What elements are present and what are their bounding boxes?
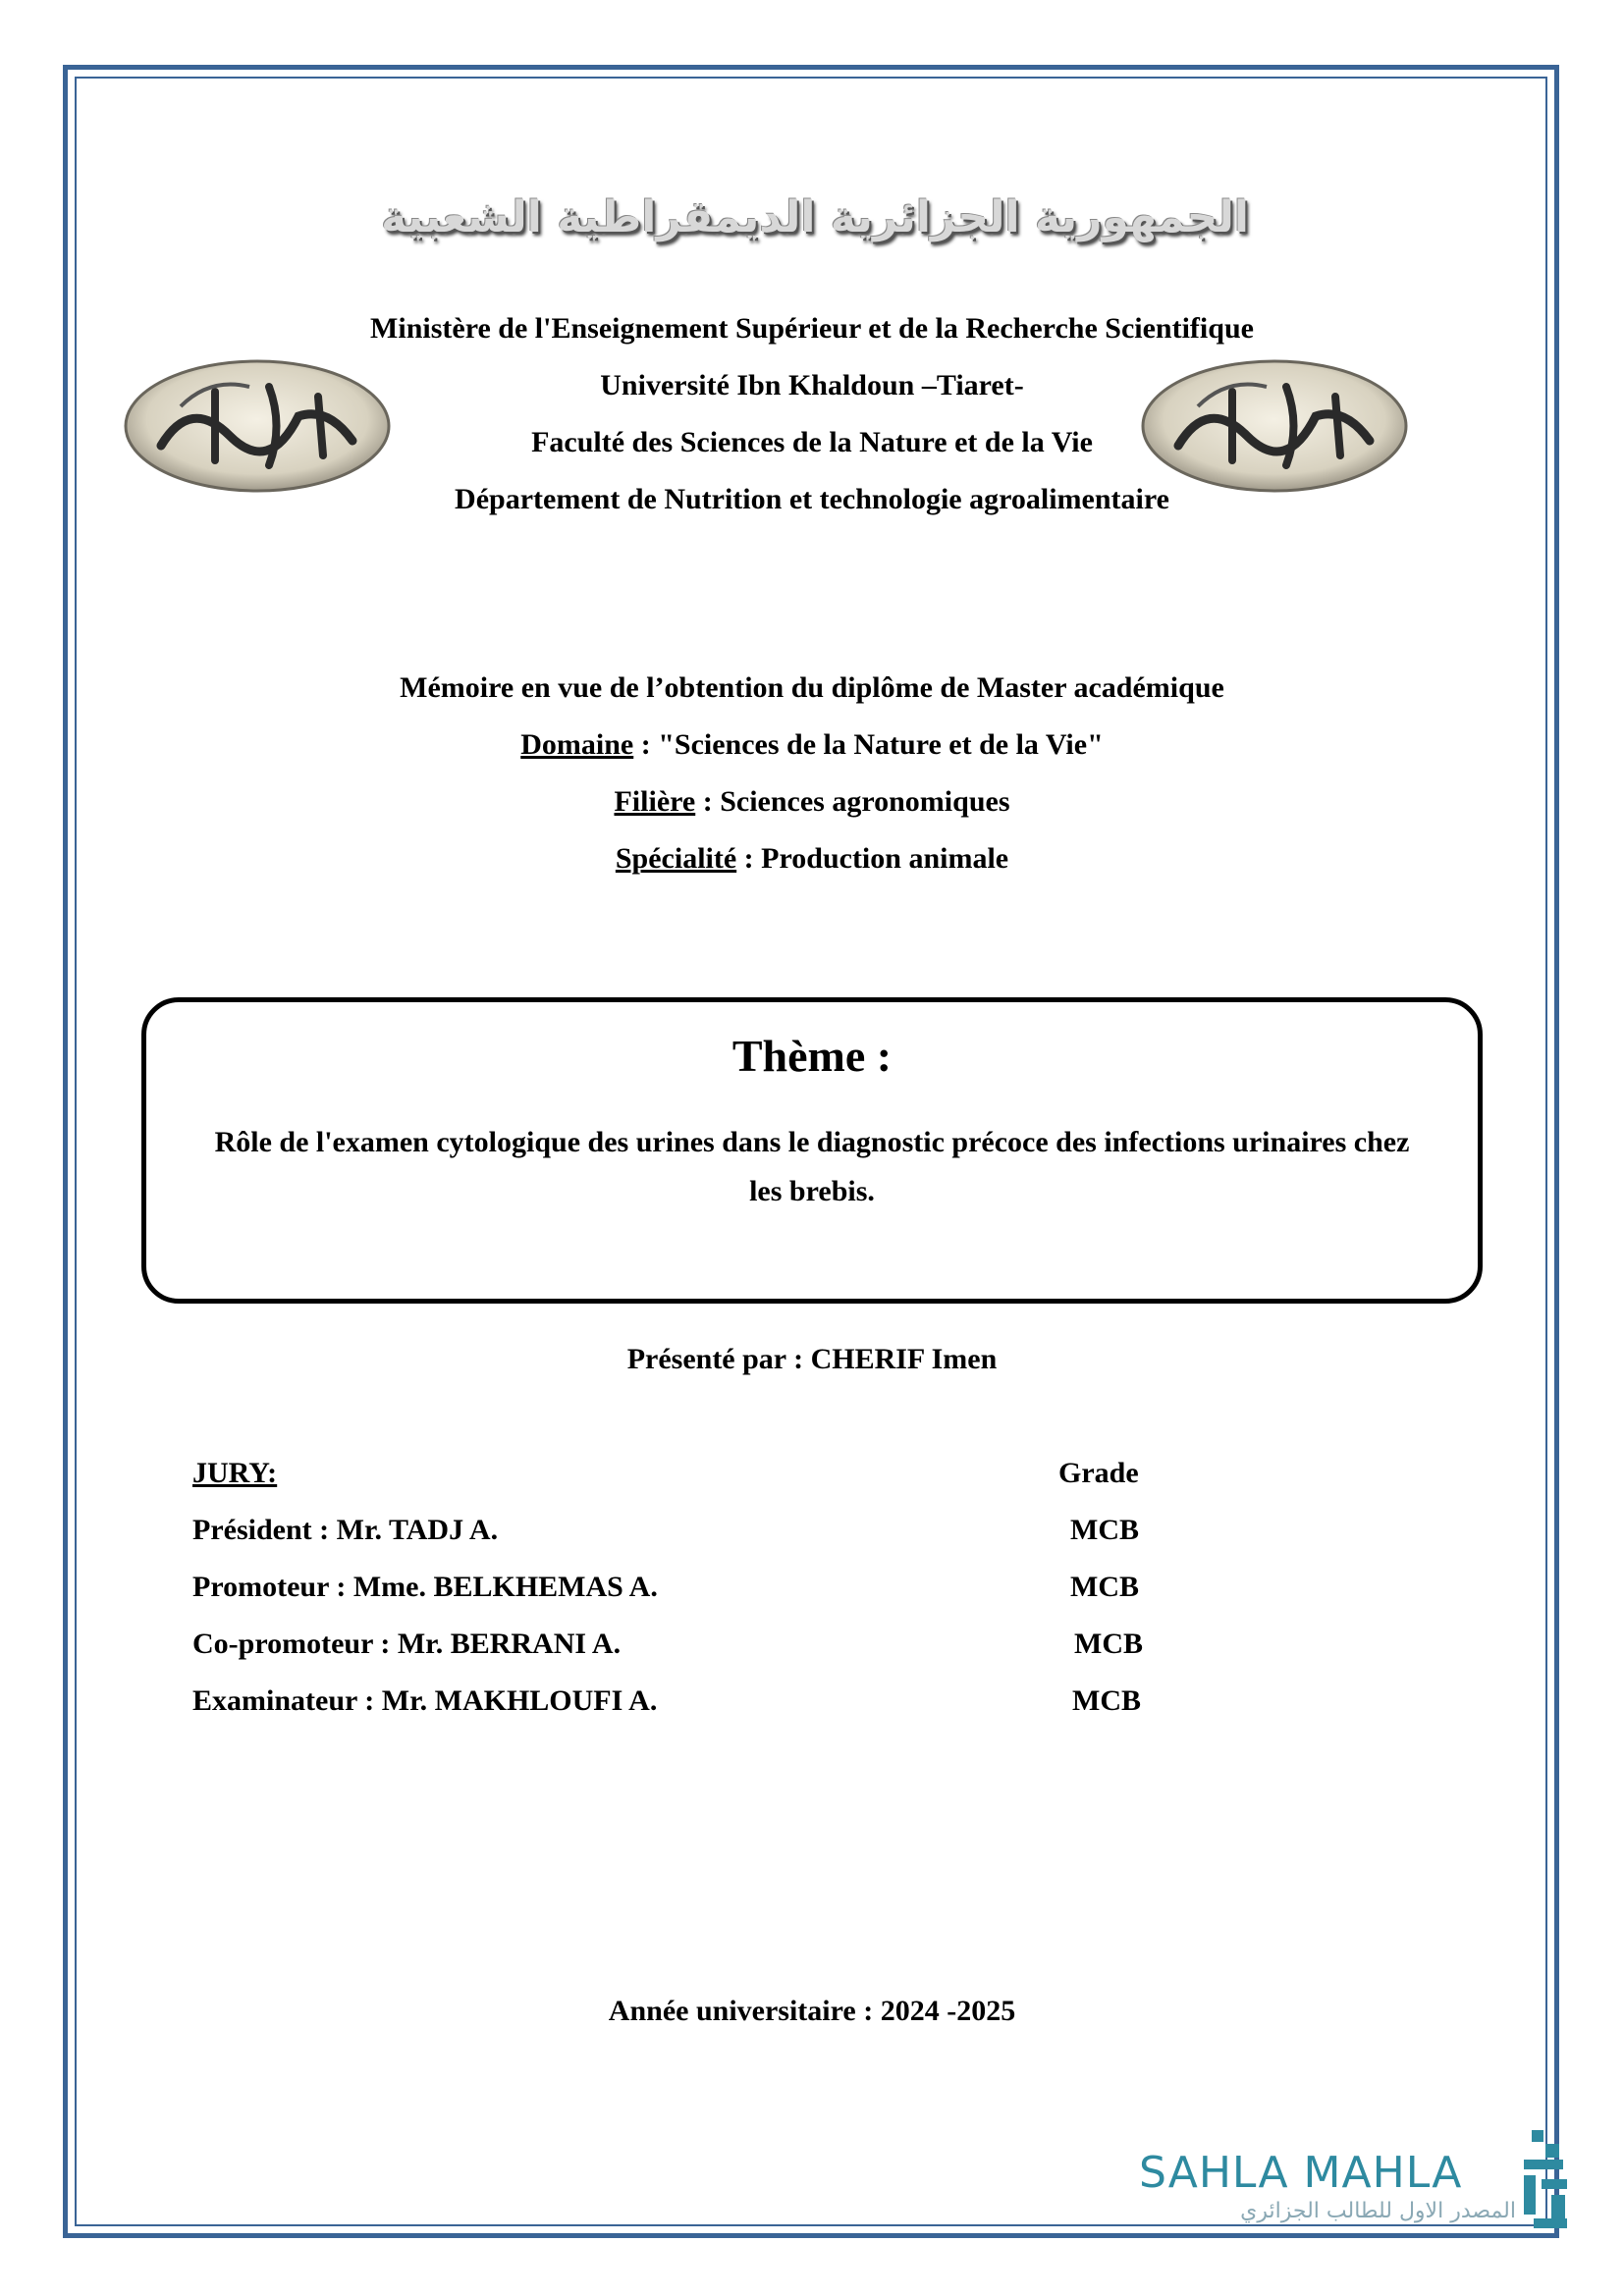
jury-grade-examinateur: MCB	[1072, 1684, 1141, 1717]
university-logo-left	[122, 357, 393, 495]
specialite-value: : Production animale	[736, 842, 1009, 875]
jury-header: JURY:	[192, 1457, 278, 1489]
ministry-line: Ministère de l'Enseignement Supérieur et de la Recherche Scientifique	[370, 312, 1254, 345]
domaine-value: : "Sciences de la Nature et de la Vie"	[633, 728, 1104, 761]
watermark-logo-icon	[1512, 2120, 1581, 2238]
jury-grade-president: MCB	[1070, 1514, 1139, 1546]
specialite-line	[0, 842, 1624, 876]
grade-header: Grade	[1058, 1457, 1139, 1489]
university-logo-right	[1139, 357, 1410, 495]
filiere-value: : Sciences agronomiques	[695, 785, 1010, 818]
presented-by: Présenté par : CHERIF Imen	[626, 1343, 998, 1375]
watermark-brand: SAHLA MAHLA	[1139, 2148, 1463, 2198]
jury-member-copromoteur: Co-promoteur : Mr. BERRANI A.	[192, 1628, 622, 1660]
arabic-republic-title: الجمهورية الجزائرية الديمقراطية الشعبية	[381, 192, 1249, 242]
theme-box	[141, 997, 1483, 1304]
faculty-line: Faculté des Sciences de la Nature et de la Vie	[531, 426, 1093, 458]
jury-grade-promoteur: MCB	[1070, 1571, 1139, 1603]
watermark-tagline: المصدر الاول للطالب الجزائري	[1240, 2199, 1516, 2223]
university-line: Université Ibn Khaldoun –Tiaret-	[600, 369, 1024, 401]
specialite-label: Spécialité	[615, 842, 737, 875]
jury-grade-copromoteur: MCB	[1074, 1628, 1143, 1660]
jury-member-examinateur: Examinateur : Mr. MAKHLOUFI A.	[192, 1684, 658, 1717]
memoire-title: Mémoire en vue de l’obtention du diplôme de Master académique	[400, 671, 1224, 704]
domaine-line	[0, 728, 1624, 762]
theme-heading: Thème :	[731, 1031, 893, 1081]
department-line: Département de Nutrition et technologie agroalimentaire	[455, 483, 1169, 515]
theme-text: Rôle de l'examen cytologique des urines dans le diagnostic précoce des infections urinaires chez les brebis.	[214, 1126, 1410, 1207]
jury-member-promoteur: Promoteur : Mme. BELKHEMAS A.	[192, 1571, 658, 1603]
jury-member-president: Président : Mr. TADJ A.	[192, 1514, 499, 1546]
filiere-label: Filière	[614, 785, 696, 818]
filiere-line	[0, 785, 1624, 819]
academic-year: Année universitaire : 2024 -2025	[608, 1995, 1016, 2027]
domaine-label: Domaine	[520, 728, 634, 761]
